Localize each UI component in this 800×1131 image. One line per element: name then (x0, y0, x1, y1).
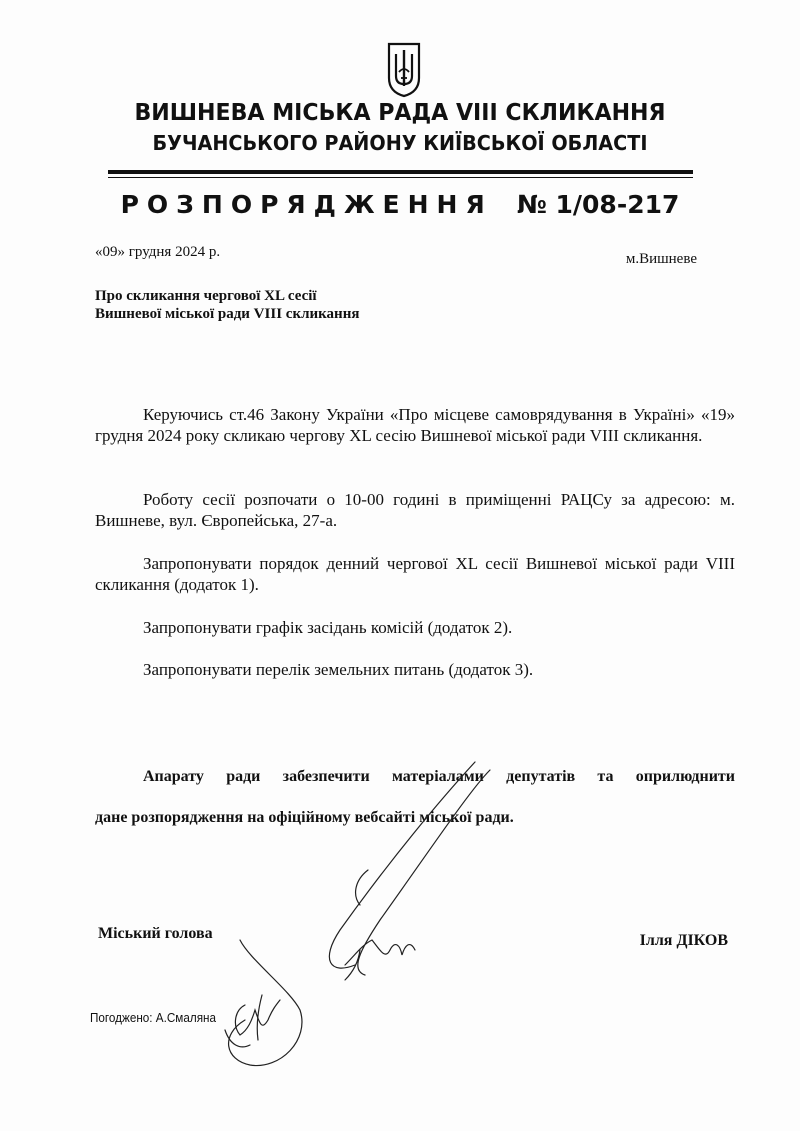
subject-line-2: Вишневої міської ради VIII скликання (95, 306, 360, 322)
header-divider-thin (108, 177, 693, 178)
trident-emblem-icon (385, 42, 423, 98)
header-divider-thick (108, 170, 693, 174)
agreed-by: Погоджено: А.Смаляна (90, 1010, 216, 1025)
signatory-position: Міський голова (98, 925, 213, 942)
decree-title: РОЗПОРЯДЖЕННЯ (120, 190, 493, 219)
paragraph-legal-basis: Керуючись ст.46 Закону України «Про місцеве самоврядування в Україні» «19» грудня 2024 року скликаю чергову XL сесію Вишневої міської ради VIII скликання. (95, 405, 735, 445)
decree-number: № 1/08-217 (516, 190, 680, 219)
subject-line-1: Про скликання чергової XL сесії (95, 288, 317, 304)
decree-subject (95, 287, 359, 323)
council-name: ВИШНЕВА МІСЬКА РАДА VIII СКЛИКАННЯ (134, 100, 666, 126)
paragraph-land-issues: Запропонувати перелік земельних питань (додаток 3). (143, 660, 534, 679)
signatory-name: Ілля ДІКОВ (639, 932, 728, 949)
decree-date: «09» грудня 2024 р. (95, 244, 221, 260)
paragraph-publication-line-1: Апарату ради забезпечити матеріалами депутатів та оприлюднити (143, 768, 735, 785)
decree-place: м.Вишневе (625, 251, 697, 267)
decree-heading (0, 190, 800, 219)
paragraph-agenda: Запропонувати порядок денний чергової XL сесії Вишневої міської ради VIII скликання (додаток 1). (95, 554, 735, 594)
paragraph-session-time: Роботу сесії розпочати о 10-00 годині в приміщенні РАЦСу за адресою: м. Вишневе, вул. Європейська, 27-а. (95, 490, 735, 530)
paragraph-publication-line-2: дане розпорядження на офіційному вебсайті міської ради. (95, 809, 514, 826)
district-name: БУЧАНСЬКОГО РАЙОНУ КИЇВСЬКОЇ ОБЛАСТІ (152, 131, 648, 155)
paragraph-committee-schedule: Запропонувати графік засідань комісій (додаток 2). (143, 618, 513, 637)
